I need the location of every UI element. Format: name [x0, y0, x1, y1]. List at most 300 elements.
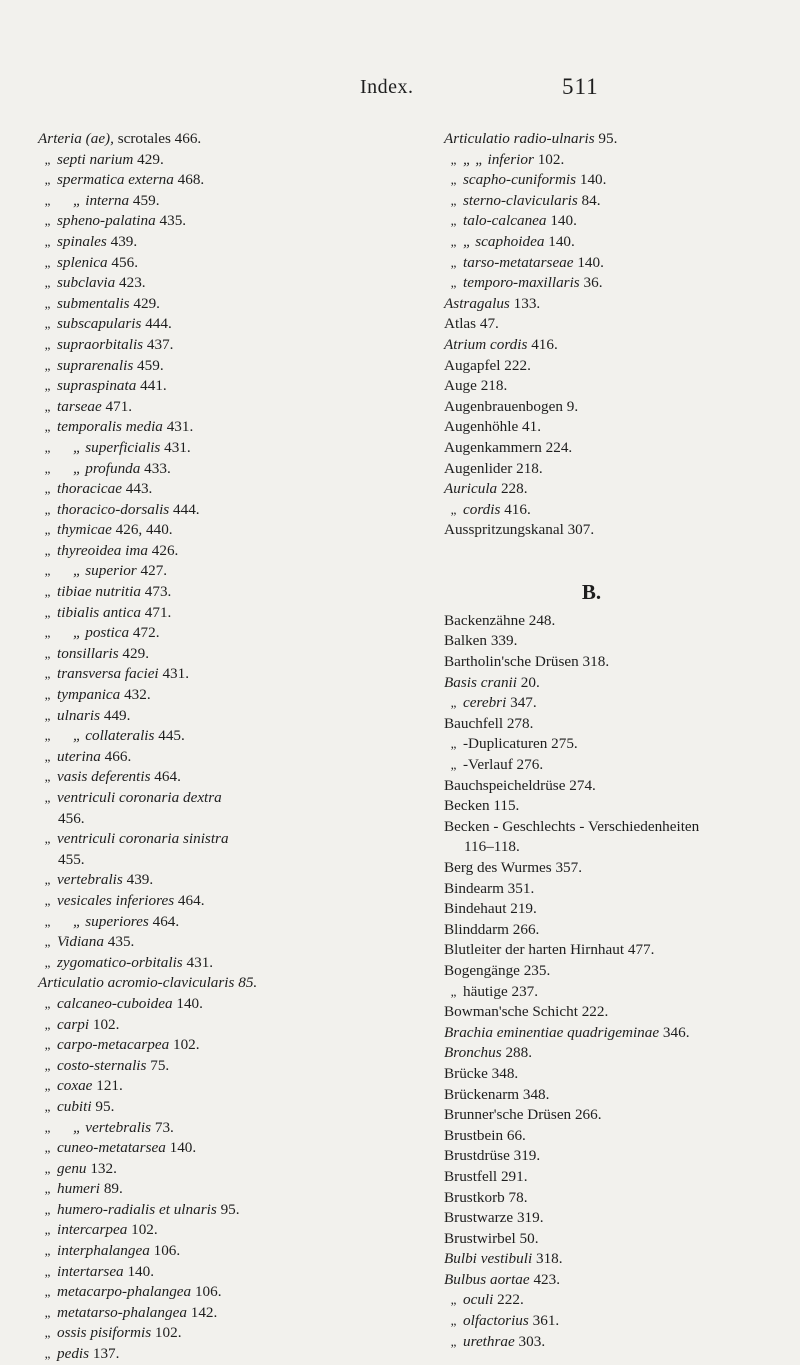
- ditto-mark: „: [44, 666, 51, 682]
- index-entry: [38, 706, 438, 727]
- entry-page-ref: 121.: [96, 1077, 123, 1095]
- left-column: [38, 129, 438, 1365]
- index-entry: [444, 940, 799, 961]
- index-entry: [444, 397, 799, 418]
- index-entry: [444, 335, 799, 356]
- index-entry: [38, 932, 438, 953]
- index-entry: [38, 953, 438, 974]
- ditto-mark: „: [44, 501, 51, 517]
- entry-term: thymicae: [57, 521, 112, 539]
- entry-page-ref: Brustdrüse 319.: [444, 1147, 541, 1165]
- entry-head-term: Articulatio: [38, 974, 104, 992]
- entry-page-ref: Augenhöhle 41.: [444, 418, 542, 436]
- entry-term: humero-radialis et ulnaris: [57, 1200, 217, 1218]
- entry-page-ref: Becken 115.: [444, 797, 520, 815]
- ditto-mark: „: [44, 625, 51, 641]
- entry-term: coxae: [57, 1077, 93, 1095]
- index-entry: [444, 1146, 799, 1167]
- entry-term: suprarenalis: [57, 356, 134, 374]
- index-entry: [38, 1159, 438, 1180]
- ditto-mark: „: [44, 439, 51, 455]
- index-entry: [444, 294, 799, 315]
- ditto-mark: „: [44, 481, 51, 497]
- entry-page-ref: 431.: [186, 953, 214, 971]
- entry-page-ref: Bindehaut 219.: [444, 900, 537, 918]
- entry-page-ref: 444.: [173, 500, 200, 518]
- index-entry: [38, 850, 438, 871]
- index-entry: [444, 314, 799, 335]
- entry-continuation: 116–118.: [464, 838, 520, 856]
- entry-page-ref: 439.: [126, 871, 154, 889]
- ditto-mark: „: [450, 757, 457, 773]
- entry-term: tarso-metatarseae: [463, 253, 574, 271]
- entry-page-ref: Berg des Wurmes 357.: [444, 859, 583, 876]
- entry-page-ref: 318.: [535, 1250, 563, 1268]
- index-entry: [444, 796, 799, 817]
- ditto-mark: „: [44, 1016, 51, 1032]
- index-entry: [38, 1076, 438, 1097]
- entry-page-ref: 95.: [95, 1097, 115, 1115]
- entry-page-ref: Augapfel 222.: [444, 356, 531, 374]
- ditto-mark: „: [44, 275, 51, 291]
- index-entry: [444, 170, 799, 191]
- entry-term: Bulbi vestibuli: [444, 1250, 533, 1268]
- entry-page-ref: 439.: [110, 232, 138, 250]
- entry-page-ref: 471.: [144, 603, 172, 621]
- entry-page-ref: 416.: [531, 335, 558, 353]
- ditto-mark: „: [44, 295, 51, 311]
- ditto-mark: „: [44, 872, 51, 888]
- index-entry: [38, 459, 438, 480]
- index-entry: [444, 1043, 799, 1064]
- entry-page-ref: 228.: [500, 480, 528, 498]
- entry-page-ref: 288.: [505, 1044, 533, 1062]
- index-entry: [444, 459, 799, 480]
- entry-page-ref: 472.: [132, 624, 160, 642]
- index-entry: [444, 479, 799, 500]
- entry-term: urethrae: [463, 1332, 515, 1350]
- ditto-mark: „: [44, 707, 51, 723]
- index-entry: [444, 376, 799, 397]
- ditto-mark: „: [44, 1037, 51, 1053]
- entry-page-ref: 89.: [103, 1180, 123, 1198]
- ditto-mark: „: [44, 1243, 51, 1259]
- entry-page-ref: Augenkammern 224.: [444, 438, 573, 456]
- entry-term: talo-calcanea: [463, 212, 547, 230]
- index-entry: [38, 644, 438, 665]
- index-entry: [444, 1105, 799, 1126]
- ditto-mark: „: [44, 1140, 51, 1156]
- ditto-mark: „: [44, 357, 51, 373]
- entry-page-ref: Auge 218.: [444, 377, 508, 395]
- entry-term: „ profunda: [73, 459, 141, 477]
- ditto-mark: „: [450, 254, 457, 270]
- index-entry: [38, 376, 438, 397]
- index-entry: [444, 879, 799, 900]
- ditto-mark: „: [44, 1222, 51, 1238]
- index-entry: [444, 1188, 799, 1209]
- entry-term: thoracico-dorsalis: [57, 500, 170, 518]
- entry-term: Bronchus: [444, 1044, 502, 1062]
- index-entry: [444, 520, 799, 541]
- index-entry: [38, 335, 438, 356]
- ditto-mark: „: [450, 192, 457, 208]
- entry-page-ref: 222.: [497, 1291, 524, 1309]
- index-entry: [444, 714, 799, 735]
- entry-term: tibiae nutritia: [57, 583, 141, 601]
- ditto-mark: „: [44, 831, 51, 847]
- index-entry: [444, 837, 799, 858]
- entry-page-ref: 361.: [532, 1312, 560, 1330]
- index-entry: [38, 1303, 438, 1324]
- entry-term: Bulbus aortae: [444, 1270, 530, 1288]
- entry-page-ref: 346.: [662, 1023, 690, 1041]
- entry-page-ref: Atlas 47.: [444, 315, 499, 333]
- ditto-mark: „: [44, 254, 51, 270]
- entry-page-ref: 102.: [154, 1324, 182, 1342]
- ditto-mark: „: [44, 336, 51, 352]
- index-entry: [38, 1220, 438, 1241]
- entry-page-ref: 431.: [164, 438, 191, 456]
- entry-page-ref: Becken - Geschlechts - Verschiedenheiten: [444, 817, 700, 835]
- entry-term: supraorbitalis: [57, 335, 144, 353]
- index-entry: [38, 170, 438, 191]
- entry-term: spinales: [57, 232, 107, 250]
- ditto-mark: „: [450, 1292, 457, 1308]
- ditto-mark: „: [44, 1284, 51, 1300]
- entry-page-ref: Brustkorb 78.: [444, 1188, 528, 1206]
- index-entry: [38, 1200, 438, 1221]
- index-entry: [38, 1097, 438, 1118]
- entry-page-ref: 431.: [166, 418, 194, 436]
- entry-head-term: Arteria (ae),: [38, 130, 114, 147]
- index-entry: [38, 623, 438, 644]
- index-entry: [444, 776, 799, 797]
- ditto-mark: „: [44, 398, 51, 414]
- ditto-mark: „: [450, 983, 457, 999]
- ditto-mark: „: [44, 728, 51, 744]
- index-entry: [38, 973, 438, 994]
- entry-page-ref: Bartholin'sche Drüsen 318.: [444, 653, 610, 671]
- ditto-mark: „: [450, 501, 457, 517]
- ditto-mark: „: [44, 1078, 51, 1094]
- entry-page-ref: 429.: [133, 294, 160, 312]
- index-entry: [38, 685, 438, 706]
- entry-term: „ superiores: [73, 912, 149, 930]
- ditto-mark: „: [44, 233, 51, 249]
- index-entry: [444, 1002, 799, 1023]
- entry-page-ref: 431.: [162, 665, 190, 683]
- entry-page-ref: 456.: [111, 253, 138, 271]
- index-entry: [38, 211, 438, 232]
- index-entry: [444, 232, 799, 253]
- ditto-mark: „: [44, 1160, 51, 1176]
- index-entry: [444, 150, 799, 171]
- entry-term: intertarsea: [57, 1262, 124, 1280]
- entry-page-ref: 20.: [520, 673, 540, 691]
- index-entry: [444, 1249, 799, 1270]
- page-number: 511: [562, 74, 599, 99]
- index-entry: [38, 356, 438, 377]
- entry-term: sterno-clavicularis: [463, 191, 578, 209]
- index-entry: [38, 294, 438, 315]
- entry-term: humeri: [57, 1180, 101, 1198]
- entry-page-ref: 140.: [127, 1262, 155, 1280]
- entry-page-ref: 426, 440.: [115, 521, 173, 539]
- entry-page-ref: 137.: [92, 1345, 120, 1363]
- ditto-mark: „: [44, 1346, 51, 1362]
- index-entry: [444, 817, 799, 838]
- index-entry: [38, 314, 438, 335]
- index-entry: [38, 1015, 438, 1036]
- entry-term: costo-sternalis: [57, 1056, 147, 1074]
- index-entry: [38, 561, 438, 582]
- index-entry: [38, 232, 438, 253]
- entry-term: Astragalus: [444, 294, 510, 312]
- ditto-mark: „: [44, 563, 51, 579]
- entry-term: ulnaris: [57, 706, 101, 724]
- entry-term: „ scaphoidea: [463, 232, 545, 250]
- index-entry: [444, 129, 799, 150]
- index-entry: [444, 920, 799, 941]
- entry-page-ref: 449.: [103, 706, 131, 724]
- ditto-mark: „: [44, 192, 51, 208]
- entry-page-ref: Bauchfell 278.: [444, 714, 534, 732]
- entry-term: cerebri: [463, 694, 507, 712]
- entry-page-ref: 102.: [131, 1221, 158, 1239]
- index-entry: [38, 726, 438, 747]
- index-entry: [38, 191, 438, 212]
- entry-page-ref: Brustfell 291.: [444, 1167, 528, 1185]
- entry-term: metacarpo-phalangea: [57, 1283, 192, 1301]
- entry-page-ref: Bindearm 351.: [444, 879, 535, 897]
- ditto-mark: „: [450, 275, 457, 291]
- entry-page-ref: 435.: [107, 933, 135, 951]
- entry-page-ref: Blinddarm 266.: [444, 920, 540, 938]
- entry-term: thoracicae: [57, 480, 122, 498]
- ditto-mark: „: [44, 460, 51, 476]
- entry-term: vesicales inferiores: [57, 891, 175, 909]
- entry-term: transversa faciei: [57, 665, 159, 683]
- index-entry: [38, 809, 438, 830]
- entry-continuation: 455.: [58, 850, 85, 868]
- entry-term: vertebralis: [57, 871, 123, 889]
- entry-page-ref: 429.: [137, 150, 164, 168]
- ditto-mark: „: [44, 172, 51, 188]
- entry-page-ref: 140.: [176, 994, 203, 1012]
- entry-term: Auricula: [444, 480, 498, 498]
- entry-term: uterina: [57, 747, 101, 765]
- index-entry: [444, 1208, 799, 1229]
- index-entry: [444, 631, 799, 652]
- entry-page-ref: 142.: [190, 1303, 218, 1321]
- entry-page-ref: 464.: [177, 891, 205, 909]
- right-column-a-entries: [444, 129, 799, 541]
- ditto-mark: „: [44, 645, 51, 661]
- entry-term: submentalis: [57, 294, 130, 312]
- index-entry: [38, 1179, 438, 1200]
- entry-page-ref: 102.: [537, 150, 565, 168]
- index-entry: [444, 211, 799, 232]
- entry-term: spheno-palatina: [57, 212, 156, 230]
- entry-term: „ interna: [73, 191, 130, 209]
- index-entry: [444, 1290, 799, 1311]
- entry-term: supraspinata: [57, 377, 137, 395]
- index-entry: [38, 664, 438, 685]
- entry-page-ref: 445.: [158, 727, 185, 745]
- ditto-mark: „: [44, 522, 51, 538]
- entry-page-ref: Bowman'sche Schicht 222.: [444, 1003, 609, 1021]
- entry-term: oculi: [463, 1291, 494, 1309]
- entry-term: ossis pisiformis: [57, 1324, 152, 1342]
- index-entry: [38, 912, 438, 933]
- entry-page-ref: 36.: [583, 274, 603, 292]
- entry-page-ref: Augenbrauenbogen 9.: [444, 397, 579, 415]
- entry-page-ref: 347.: [510, 694, 537, 712]
- entry-term: splenica: [57, 253, 108, 271]
- entry-term: thyreoidea ima: [57, 541, 148, 559]
- index-entry: [38, 1056, 438, 1077]
- index-entry: [444, 899, 799, 920]
- entry-term: „ collateralis: [73, 727, 155, 745]
- index-entry: [444, 500, 799, 521]
- index-entry: [38, 1118, 438, 1139]
- index-entry: [444, 1064, 799, 1085]
- entry-page-ref: 102.: [172, 1036, 200, 1054]
- index-entry: [444, 982, 799, 1003]
- index-entry: [38, 438, 438, 459]
- entry-term: „ superior: [73, 562, 137, 580]
- index-entry: [38, 829, 438, 850]
- ditto-mark: „: [44, 151, 51, 167]
- entry-term: olfactorius: [463, 1312, 529, 1330]
- ditto-mark: „: [44, 934, 51, 950]
- entry-page-ref: 140.: [169, 1139, 197, 1157]
- entry-term: genu: [57, 1159, 87, 1177]
- entry-term: calcaneo-cuboidea: [57, 994, 173, 1012]
- ditto-mark: „: [44, 419, 51, 435]
- entry-page-ref: 132.: [90, 1159, 117, 1177]
- index-entry: [38, 500, 438, 521]
- index-entry: [38, 129, 438, 150]
- ditto-mark: „: [450, 233, 457, 249]
- entry-term: cubiti: [57, 1097, 92, 1115]
- entry-page-ref: Bogengänge 235.: [444, 961, 551, 979]
- index-entry: [444, 858, 799, 879]
- entry-page-ref: 435.: [159, 212, 187, 230]
- ditto-mark: „: [44, 892, 51, 908]
- entry-term: subclavia: [57, 274, 116, 292]
- entry-term: vasis deferentis: [57, 768, 151, 786]
- right-column: [444, 129, 799, 1352]
- index-entry: [444, 1023, 799, 1044]
- index-entry: [38, 520, 438, 541]
- entry-page-ref: 441.: [140, 377, 167, 395]
- entry-page-ref: 464.: [154, 768, 181, 786]
- entry-page-ref: Brustwirbel 50.: [444, 1229, 539, 1247]
- index-entry: [444, 191, 799, 212]
- entry-term: Articulatio radio-ulnaris: [444, 130, 595, 147]
- entry-term: cuneo-metatarsea: [57, 1139, 166, 1157]
- entry-term: „ superficialis: [73, 438, 161, 456]
- entry-term: „ vertebralis: [73, 1118, 152, 1136]
- index-entry: [444, 1085, 799, 1106]
- entry-page-ref: 75.: [150, 1056, 170, 1074]
- entry-term: temporo-maxillaris: [463, 274, 580, 292]
- entry-page-ref: 443.: [125, 480, 153, 498]
- ditto-mark: „: [44, 1098, 51, 1114]
- index-entry: [444, 417, 799, 438]
- entry-term: tympanica: [57, 686, 121, 704]
- entry-page-ref: Brustwarze 319.: [444, 1209, 544, 1227]
- entry-page-ref: 426.: [151, 541, 179, 559]
- entry-page-ref: 423.: [533, 1270, 561, 1288]
- index-entry: [38, 397, 438, 418]
- ditto-mark: „: [44, 1325, 51, 1341]
- entry-page-ref: Brücke 348.: [444, 1064, 519, 1082]
- index-entry: [444, 273, 799, 294]
- entry-page-ref: Ausspritzungskanal 307.: [444, 521, 595, 539]
- index-entry: [38, 767, 438, 788]
- index-entry: [444, 1126, 799, 1147]
- ditto-mark: „: [44, 316, 51, 332]
- section-letter: B.: [581, 579, 602, 604]
- entry-page-ref: 303.: [518, 1332, 546, 1350]
- entry-term: ventriculi coronaria sinistra: [57, 830, 229, 848]
- entry-page-ref: 466.: [104, 747, 132, 765]
- entry-term: temporalis media: [57, 418, 163, 436]
- index-entry: [444, 356, 799, 377]
- index-entry: [38, 253, 438, 274]
- entry-page-ref: 140.: [579, 171, 607, 189]
- index-entry: [444, 755, 799, 776]
- entry-page-ref: Brustbein 66.: [444, 1126, 526, 1144]
- ditto-mark: „: [44, 790, 51, 805]
- index-entry: [38, 788, 438, 809]
- entry-page-ref: Brunner'sche Drüsen 266.: [444, 1106, 602, 1124]
- ditto-mark: „: [44, 1201, 51, 1217]
- right-column-b-entries: [444, 611, 799, 1352]
- entry-page-ref: 468.: [177, 171, 205, 189]
- entry-term: tibialis antica: [57, 603, 141, 621]
- entry-page-ref: 95.: [220, 1200, 240, 1218]
- ditto-mark: „: [44, 995, 51, 1011]
- index-entry: [444, 438, 799, 459]
- ditto-mark: „: [44, 1304, 51, 1320]
- entry-page-ref: Blutleiter der harten Hirnhaut 477.: [444, 941, 655, 959]
- entry-term: Brachia eminentiae quadrigeminae: [444, 1023, 660, 1041]
- entry-page-ref: 140.: [550, 212, 577, 230]
- ditto-mark: „: [44, 213, 51, 229]
- entry-page-ref: 429.: [122, 644, 149, 662]
- entry-term: Vidiana: [57, 933, 104, 951]
- entry-page-ref: Brückenarm 348.: [444, 1085, 550, 1103]
- index-entry: [38, 273, 438, 294]
- index-entry: [444, 1270, 799, 1291]
- entry-continuation: 456.: [58, 809, 85, 827]
- entry-page-ref: 437.: [146, 335, 174, 353]
- ditto-mark: „: [450, 1333, 457, 1349]
- entry-page-ref: 140.: [577, 253, 604, 271]
- index-entry: [444, 693, 799, 714]
- entry-term: metatarso-phalangea: [57, 1303, 187, 1321]
- index-entry: [444, 961, 799, 982]
- index-entry: [38, 582, 438, 603]
- index-entry: [38, 1282, 438, 1303]
- index-entry: [444, 611, 799, 632]
- ditto-mark: „: [44, 1263, 51, 1279]
- ditto-mark: „: [44, 604, 51, 620]
